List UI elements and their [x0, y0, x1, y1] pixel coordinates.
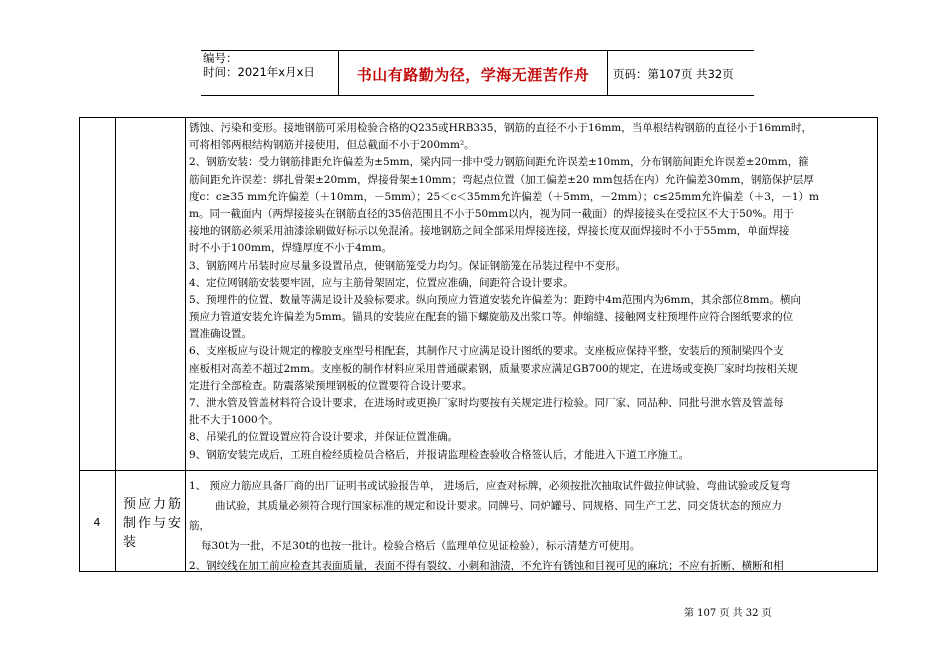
header-divider-left [338, 50, 339, 96]
row3-line: 度c：c≥35 mm允许偏差（＋10mm，－5mm）；25＜c＜35mm允许偏差（＋5mm，－2mm）；c≤25mm允许偏差（＋3，－1）m [189, 190, 820, 203]
row4-content [189, 476, 876, 576]
table-border-top [79, 117, 878, 118]
header-top-rule [201, 50, 754, 51]
table-col-divider-2 [185, 117, 186, 572]
header-page-info: 页码：第107页 共32页 [613, 67, 734, 81]
serial-label: 编号： [203, 51, 238, 65]
document-header [201, 50, 754, 96]
row3-line: 锈蚀、污染和变形。接地钢筋可采用检验合格的Q235或HRB335，钢筋的直径不小于16mm，当单根结构钢筋的直径小于16mm时， [189, 122, 813, 134]
row3-line: 座板相对高差不超过2mm。支座板的制作材料应采用普通碳素钢，质量要求应满足GB700的规定，在进场或变换厂家时均按相关规 [189, 362, 798, 375]
page-footer: 第 107 页 共 32 页 [684, 608, 772, 619]
row4-title: 预应力筋制作与安装 [123, 497, 184, 550]
row3-line: 5、预埋件的位置、数量等满足设计及验标要求。纵向预应力管道安装允许偏差为：距跨中4m范围内为6mm，其余部位8mm。横向 [189, 293, 802, 306]
table-col-divider-1 [115, 117, 116, 572]
row3-line: 7、泄水管及管盖材料符合设计要求，在进场时或更换厂家时均要按有关规定进行检验。同厂家、同品种、同批号泄水管及管盖每 [189, 397, 784, 409]
row3-line: 8、吊梁孔的位置设置应符合设计要求，并保证位置准确。 [189, 431, 459, 444]
row3-line: 时不小于100mm，焊缝厚度不小于4mm。 [189, 242, 393, 255]
header-divider-right [607, 50, 608, 96]
table-border-left [79, 117, 80, 572]
row4-line: 2、钢绞线在加工前应检查其表面质量，表面不得有裂纹、小刺和油渍，不允许有锈蚀和目视可见的麻坑；不应有折断、横断和相 [189, 560, 784, 572]
row3-content [189, 120, 876, 464]
row3-line: 4、定位网钢筋安装要牢固，应与主筋骨架固定，位置应准确，间距符合设计要求。 [189, 276, 574, 289]
row3-line: 可将相邻两根结构钢筋并接使用，但总截面不小于200mm²。 [189, 139, 475, 152]
table-border-right [877, 117, 878, 572]
row3-line: 定进行全部检查。防震落梁预埋钢板的位置要符合设计要求。 [189, 379, 473, 392]
row3-line: 6、支座板应与设计规定的橡胶支座型号相配套，其制作尺寸应满足设计图纸的要求。支座板应保持平整，安装后的预制梁四个支 [189, 345, 784, 358]
row3-line: 置准确设置。 [189, 328, 252, 341]
row3-line: 3、钢筋网片吊装时应尽量多设置吊点，使钢筋笼受力均匀。保证钢筋笼在吊装过程中不变形。 [189, 259, 627, 272]
row3-line: 预应力管道安装允许偏差为5mm。锚具的安装应在配套的锚下螺旋筋及出浆口等。伸缩缝、接触网支柱预埋件应符合图纸要求的位 [189, 311, 794, 324]
row3-line: 2、钢筋安装：受力钢筋排距允许偏差为±5mm，梁内同一排中受力钢筋间距允许误差±10mm，分布钢筋间距允许误差±20mm，箍 [189, 156, 809, 169]
specification-table [79, 117, 878, 572]
row4-line: 每30t为一批，不足30t的也按一批计。检验合格后（监理单位见证检验），标示清楚方可使用。 [201, 540, 641, 552]
row4-line: 曲试验，其质量必须符合现行国家标准的规定和设计要求。同牌号、同炉罐号、同规格、同生产工艺、同交货状态的预应力 [215, 500, 782, 512]
header-bottom-rule [201, 95, 754, 96]
row4-line: 1、 预应力筋应具备厂商的出厂证明书或试验报告单， 进场后，应查对标牌，必须按批次抽取试件做拉伸试验、弯曲试验或反复弯 [189, 480, 791, 492]
row3-line: 9、钢筋安装完成后，工班自检经质检员合格后，并报请监理检查验收合格签认后，才能进入下道工序施工。 [189, 448, 690, 461]
table-row-divider [79, 470, 878, 471]
row4-line: 筋， [189, 520, 210, 532]
row3-line: 接地的钢筋必须采用油漆涂刷做好标示以免混淆。接地钢筋之间全部采用焊接连接，焊接长度双面焊接时不小于55mm，单面焊接 [189, 225, 790, 238]
row3-line: 批不大于1000个。 [189, 414, 279, 427]
row4-number: 4 [93, 516, 101, 529]
header-motto: 书山有路勤为径，学海无涯苦作舟 [356, 66, 590, 84]
time-label: 时间：2021年x月x日 [203, 65, 315, 79]
row3-line: m。同一截面内（两焊接接头在钢筋直径的35倍范围且不小于50mm以内，视为同一截面）的焊接接头在受拉区不大于50%。用于 [189, 207, 794, 220]
row3-line: 筋间距允许误差：绑扎骨架±20mm，焊接骨架±10mm；弯起点位置（加工偏差±20 mm包括在内）允许偏差30mm，钢筋保护层厚 [189, 173, 814, 186]
